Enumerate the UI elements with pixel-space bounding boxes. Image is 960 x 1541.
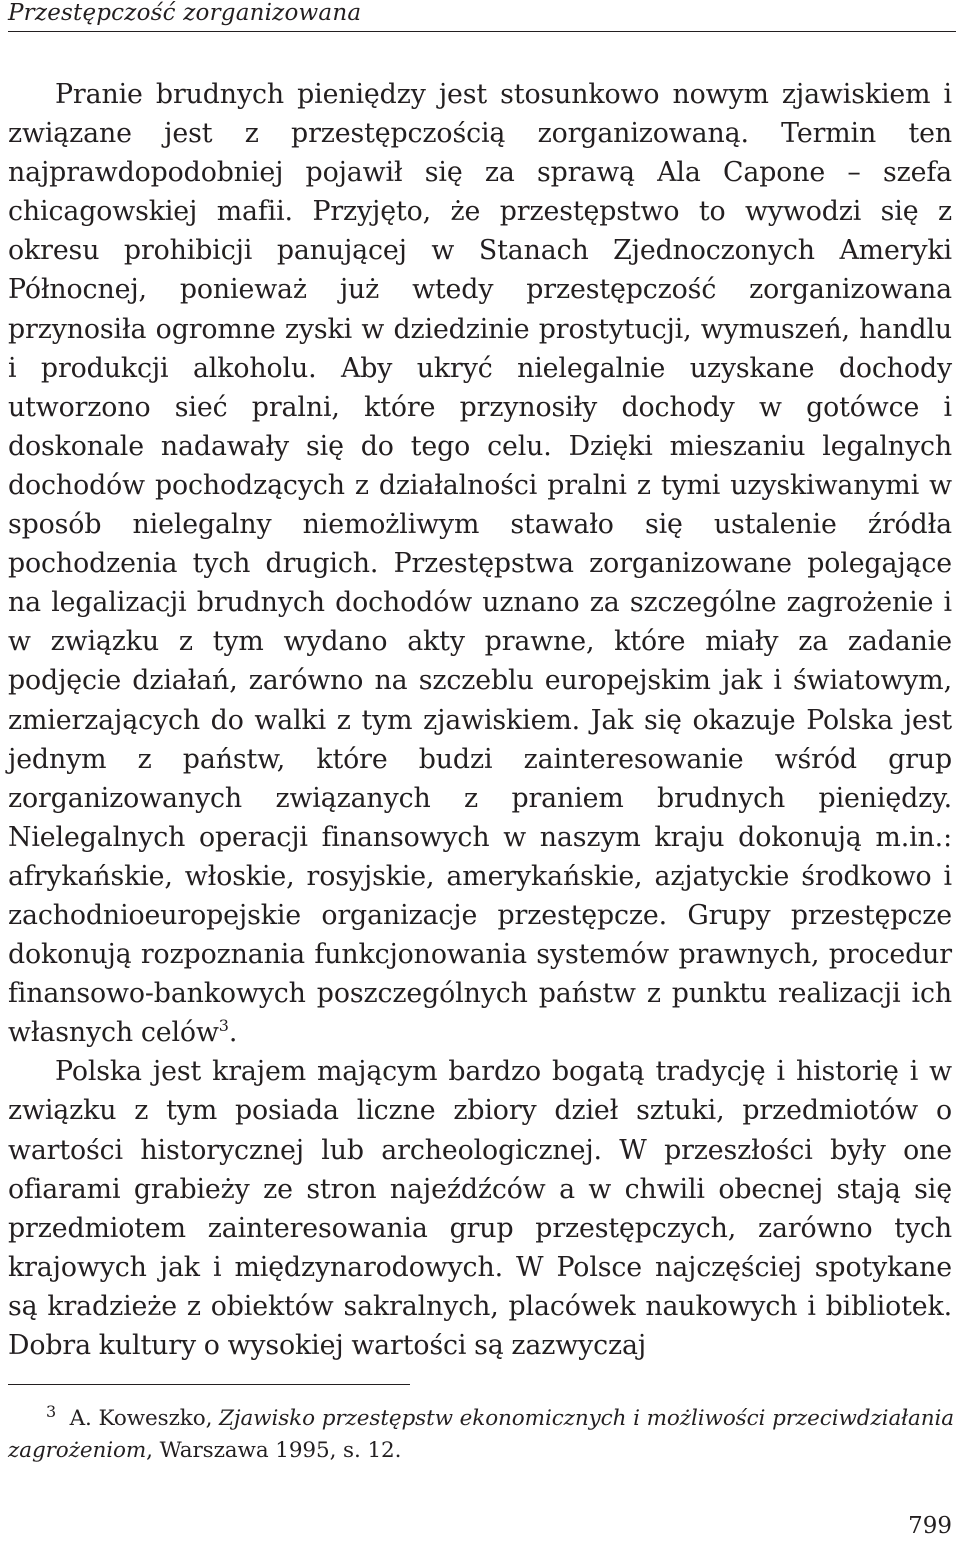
footnote-marker: 3 [46, 1401, 57, 1421]
footnote-publication: , Warszawa 1995, s. 12. [146, 1437, 402, 1463]
paragraph-1-text: Pranie brudnych pieniędzy jest stosunkowo nowym zjawiskiem i związane jest z przestępczością zorganizowaną. Termin ten najprawdopodobniej pojawił się za sprawą Ala Capone – szefa chicagowskiej mafii. Przyjęto, że przestępstwo to wywodzi się z okresu prohibicji panującej w Stanach Zjednoczonych Ameryki Północnej, ponieważ już wtedy przestępczość zorganizowana przynosiła ogromne zyski w dziedzinie prostytucji, wymuszeń, handlu i produkcji alkoholu. Aby ukryć nielegalnie uzyskane dochody utworzono sieć pralni, które przynosiły dochody w gotówce i doskonale nadawały się do tego celu. Dzięki mieszaniu legalnych dochodów pochodzących z działalności pralni z tymi uzyskiwanymi w sposób nielegalny niemożliwym stawało się ustalenie źródła pochodzenia tych drugich. Przestępstwa zorganizowane polegające na legalizacji brudnych dochodów uznano za szczególne zagrożenie i w związku z tym wydano akty prawne, które miały za zadanie podjęcie działań, zarówno na szczeblu europejskim jak i światowym, zmierzających do walki z tym zjawiskiem. Jak się okazuje Polska jest jednym z państw, które budzi zainteresowanie wśród grup zorganizowanych związanych z praniem brudnych pieniędzy. Nielegalnych operacji finansowych w naszym kraju dokonują m.in.: afrykańskie, włoskie, rosyjskie, amerykańskie, azjatyckie środkowo i zachodnioeuropejskie organizacje przestępcze. Grupy przestępcze dokonują rozpoznania funkcjonowania systemów prawnych, procedur finansowo-bankowych poszczególnych państw z punktu realizacji ich własnych celów [8, 79, 952, 1049]
paragraph-1-end: . [228, 1017, 238, 1049]
main-text [8, 75, 952, 1365]
footnote-title: Zjawisko przestępstw ekonomicznych i możliwości przeciwdziałania zagrożeniom [8, 1406, 955, 1463]
footnote-author: A. Koweszko, [69, 1406, 220, 1431]
footnote-reference[interactable]: 3 [218, 1016, 229, 1036]
paragraph-1 [8, 75, 952, 1052]
footnote [8, 1403, 954, 1466]
header-divider [8, 31, 956, 32]
running-header-title: Przestępczość zorganizowana [8, 0, 362, 26]
page-number: 799 [908, 1513, 952, 1539]
footnote-divider [8, 1384, 410, 1385]
paragraph-2: Polska jest krajem mającym bardzo bogatą tradycję i historię i w związku z tym posiada liczne zbiory dzieł sztuki, przedmiotów o wartości historycznej lub archeologicznej. W przeszłości były one ofiarami grabieży ze stron najeźdźców a w chwili obecnej stają się przedmiotem zainteresowania grup przestępczych, zarówno tych krajowych jak i międzynarodowych. W Polsce najczęściej spotykane są kradzieże z obiektów sakralnych, placówek naukowych i bibliotek. Dobra kultury o wysokiej wartości są zazwyczaj [8, 1056, 952, 1361]
